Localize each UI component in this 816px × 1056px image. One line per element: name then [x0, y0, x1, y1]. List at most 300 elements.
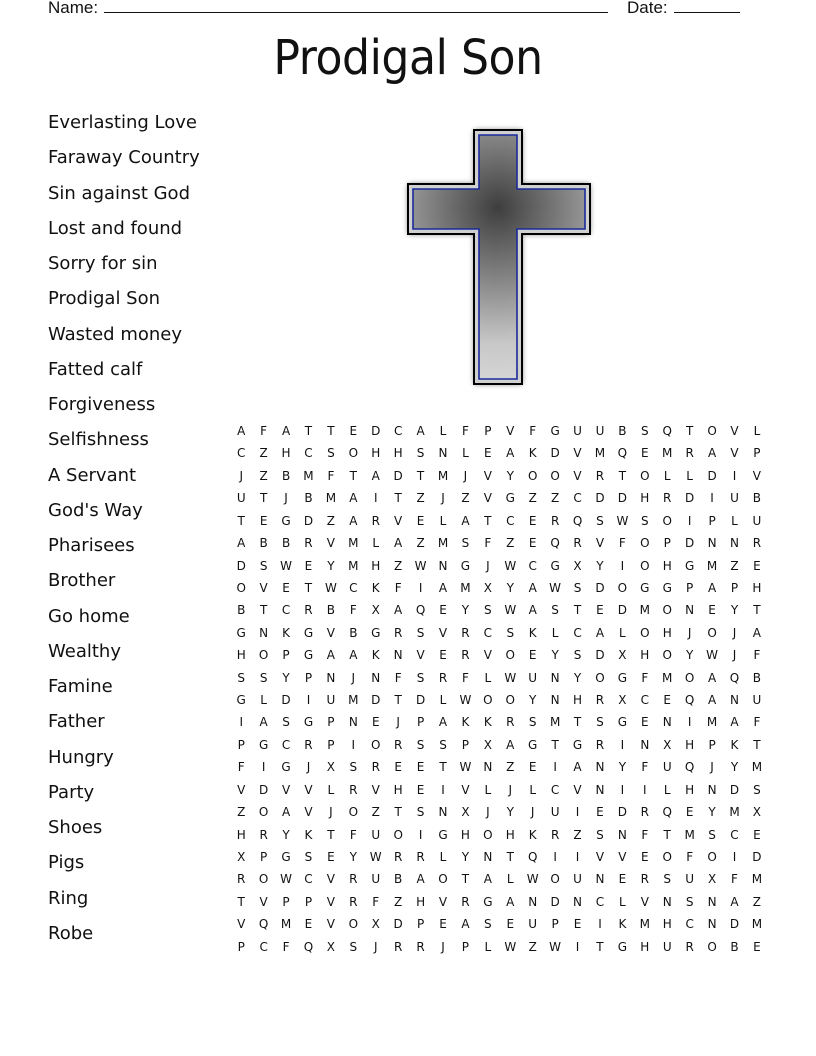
grid-letter[interactable]: E	[528, 513, 537, 528]
grid-letter[interactable]: U	[752, 693, 762, 708]
grid-letter[interactable]: T	[304, 580, 313, 595]
grid-letter[interactable]: A	[394, 536, 403, 551]
grid-letter[interactable]: K	[528, 446, 537, 461]
grid-letter[interactable]: D	[236, 558, 246, 573]
grid-letter[interactable]: T	[551, 737, 559, 752]
grid-letter[interactable]: G	[572, 737, 583, 752]
grid-letter[interactable]: O	[438, 872, 448, 887]
grid-letter[interactable]: A	[349, 491, 358, 506]
grid-letter[interactable]: E	[259, 513, 268, 528]
grid-letter[interactable]: D	[303, 513, 314, 528]
grid-letter[interactable]: L	[372, 536, 380, 551]
grid-letter[interactable]: S	[327, 446, 335, 461]
grid-letter[interactable]: O	[258, 648, 269, 663]
grid-letter[interactable]: C	[550, 782, 560, 797]
grid-letter[interactable]: C	[573, 491, 582, 506]
grid-letter[interactable]: P	[237, 737, 245, 752]
grid-letter[interactable]: O	[684, 670, 695, 685]
grid-letter[interactable]: N	[528, 894, 538, 909]
grid-letter[interactable]: O	[505, 693, 515, 708]
grid-letter[interactable]: J	[732, 625, 737, 640]
grid-letter[interactable]: T	[394, 491, 402, 506]
grid-letter[interactable]: H	[371, 558, 381, 573]
grid-letter[interactable]: E	[349, 424, 358, 438]
grid-letter[interactable]: R	[595, 693, 605, 708]
grid-letter[interactable]: V	[416, 648, 425, 663]
grid-letter[interactable]: E	[528, 760, 537, 775]
grid-letter[interactable]: G	[281, 760, 291, 775]
grid-letter[interactable]: Z	[237, 805, 246, 820]
grid-letter[interactable]: P	[416, 917, 425, 932]
grid-letter[interactable]: P	[260, 850, 268, 865]
grid-letter[interactable]: O	[595, 670, 605, 685]
grid-letter[interactable]: R	[595, 468, 605, 483]
grid-letter[interactable]: K	[461, 715, 470, 730]
grid-letter[interactable]: N	[595, 760, 605, 775]
grid-letter[interactable]: D	[393, 468, 403, 483]
grid-letter[interactable]: I	[687, 715, 692, 730]
grid-letter[interactable]: A	[506, 894, 515, 909]
grid-letter[interactable]: E	[641, 850, 649, 865]
grid-letter[interactable]: Z	[259, 446, 268, 461]
grid-letter[interactable]: H	[640, 491, 650, 506]
grid-letter[interactable]: F	[753, 715, 761, 730]
grid-letter[interactable]: V	[304, 782, 313, 797]
grid-letter[interactable]: Y	[349, 850, 357, 865]
grid-letter[interactable]: N	[595, 782, 605, 797]
grid-letter[interactable]: A	[528, 603, 537, 618]
grid-letter[interactable]: Z	[326, 513, 336, 528]
grid-letter[interactable]: L	[439, 850, 447, 865]
grid-letter[interactable]: O	[527, 468, 538, 483]
grid-letter[interactable]: X	[663, 737, 672, 752]
grid-letter[interactable]: H	[505, 827, 515, 842]
grid-letter[interactable]: B	[326, 603, 336, 618]
grid-letter[interactable]: O	[707, 424, 717, 438]
grid-letter[interactable]: M	[706, 715, 718, 730]
grid-letter[interactable]: R	[371, 513, 380, 528]
grid-letter[interactable]: M	[662, 670, 673, 685]
grid-letter[interactable]: Y	[461, 603, 470, 618]
grid-letter[interactable]: P	[708, 737, 716, 752]
grid-letter[interactable]: F	[394, 670, 402, 685]
grid-letter[interactable]: V	[326, 872, 335, 887]
grid-letter[interactable]: B	[281, 468, 291, 483]
grid-letter[interactable]: V	[640, 894, 649, 909]
grid-letter[interactable]: V	[304, 805, 313, 820]
grid-letter[interactable]: U	[528, 670, 538, 685]
grid-letter[interactable]: G	[617, 939, 628, 954]
grid-letter[interactable]: J	[710, 760, 714, 775]
grid-letter[interactable]: V	[326, 536, 335, 551]
grid-letter[interactable]: M	[437, 536, 449, 551]
grid-letter[interactable]: C	[259, 939, 268, 954]
grid-letter[interactable]: S	[282, 715, 290, 730]
grid-letter[interactable]: Y	[529, 693, 537, 708]
grid-letter[interactable]: P	[686, 580, 694, 595]
grid-letter[interactable]: B	[259, 536, 268, 551]
grid-letter[interactable]: J	[284, 491, 288, 506]
grid-letter[interactable]: H	[393, 782, 403, 797]
grid-letter[interactable]: B	[752, 670, 762, 685]
grid-letter[interactable]: A	[371, 468, 380, 483]
grid-letter[interactable]: L	[439, 693, 447, 708]
grid-letter[interactable]: Y	[327, 558, 335, 573]
grid-letter[interactable]: D	[595, 491, 605, 506]
grid-letter[interactable]: H	[573, 693, 583, 708]
grid-letter[interactable]: Z	[461, 491, 470, 506]
grid-letter[interactable]: A	[461, 917, 470, 932]
grid-letter[interactable]: N	[438, 805, 448, 820]
grid-letter[interactable]: X	[573, 558, 582, 573]
date-field[interactable]	[627, 0, 740, 18]
grid-letter[interactable]: C	[281, 737, 291, 752]
grid-letter[interactable]: M	[751, 917, 763, 932]
grid-letter[interactable]: G	[528, 737, 538, 752]
grid-letter[interactable]: G	[258, 737, 269, 752]
grid-letter[interactable]: V	[438, 894, 448, 909]
grid-letter[interactable]: S	[708, 827, 716, 842]
grid-letter[interactable]: V	[618, 850, 627, 865]
grid-letter[interactable]: K	[528, 625, 537, 640]
grid-letter[interactable]: L	[551, 625, 559, 640]
grid-letter[interactable]: G	[550, 424, 560, 438]
grid-letter[interactable]: A	[595, 625, 605, 640]
grid-letter[interactable]: O	[371, 737, 381, 752]
grid-letter[interactable]: K	[282, 625, 290, 640]
grid-letter[interactable]: N	[707, 782, 717, 797]
grid-letter[interactable]: P	[237, 939, 245, 954]
grid-letter[interactable]: Z	[752, 894, 762, 909]
grid-letter[interactable]: G	[236, 693, 246, 708]
grid-letter[interactable]: R	[304, 603, 313, 618]
grid-letter[interactable]: S	[640, 424, 649, 438]
grid-letter[interactable]: R	[640, 805, 649, 820]
grid-letter[interactable]: C	[237, 446, 246, 461]
grid-letter[interactable]: V	[573, 468, 582, 483]
grid-letter[interactable]: L	[619, 625, 626, 640]
grid-letter[interactable]: P	[304, 670, 313, 685]
grid-letter[interactable]: T	[394, 805, 402, 820]
grid-letter[interactable]: F	[237, 760, 245, 775]
grid-letter[interactable]: G	[281, 850, 291, 865]
grid-letter[interactable]: L	[484, 670, 492, 685]
grid-letter[interactable]: A	[237, 424, 246, 438]
grid-letter[interactable]: R	[461, 625, 470, 640]
grid-letter[interactable]: W	[369, 850, 382, 865]
grid-letter[interactable]: S	[596, 715, 604, 730]
grid-letter[interactable]: P	[551, 917, 559, 932]
grid-letter[interactable]: D	[729, 782, 740, 797]
grid-letter[interactable]: W	[324, 580, 337, 595]
grid-letter[interactable]: I	[620, 558, 625, 573]
grid-letter[interactable]: A	[281, 424, 291, 438]
grid-letter[interactable]: V	[573, 782, 582, 797]
grid-letter[interactable]: S	[573, 648, 582, 663]
grid-letter[interactable]: A	[506, 737, 515, 752]
grid-letter[interactable]: F	[349, 603, 357, 618]
name-blank[interactable]	[104, 0, 608, 13]
grid-letter[interactable]: T	[484, 513, 492, 528]
grid-letter[interactable]: A	[349, 513, 358, 528]
grid-letter[interactable]: R	[416, 939, 425, 954]
grid-letter[interactable]: I	[373, 491, 378, 506]
grid-letter[interactable]: O	[662, 850, 672, 865]
grid-letter[interactable]: T	[394, 693, 402, 708]
grid-letter[interactable]: E	[304, 917, 313, 932]
grid-letter[interactable]: U	[730, 491, 739, 506]
grid-letter[interactable]: R	[685, 446, 694, 461]
grid-letter[interactable]: V	[483, 468, 492, 483]
grid-letter[interactable]: Z	[528, 491, 537, 506]
grid-letter[interactable]: Q	[662, 424, 672, 438]
grid-letter[interactable]: N	[707, 894, 717, 909]
grid-letter[interactable]: W	[459, 760, 472, 775]
grid-letter[interactable]: E	[439, 648, 447, 663]
grid-letter[interactable]: V	[394, 513, 403, 528]
grid-letter[interactable]: V	[730, 446, 739, 461]
grid-letter[interactable]: K	[483, 715, 492, 730]
grid-letter[interactable]: E	[753, 558, 761, 573]
grid-letter[interactable]: E	[416, 760, 425, 775]
grid-letter[interactable]: P	[730, 580, 739, 595]
grid-letter[interactable]: A	[461, 513, 470, 528]
grid-letter[interactable]: Q	[572, 513, 583, 528]
grid-letter[interactable]: E	[618, 872, 627, 887]
grid-letter[interactable]: J	[441, 491, 445, 506]
grid-letter[interactable]: N	[348, 715, 358, 730]
grid-letter[interactable]: E	[641, 715, 649, 730]
grid-letter[interactable]: D	[617, 491, 627, 506]
grid-letter[interactable]: K	[304, 827, 313, 842]
grid-letter[interactable]: K	[618, 917, 627, 932]
grid-letter[interactable]: T	[596, 939, 604, 954]
grid-letter[interactable]: M	[594, 446, 606, 461]
grid-letter[interactable]: N	[550, 670, 560, 685]
grid-letter[interactable]: F	[753, 648, 761, 663]
grid-letter[interactable]: M	[437, 468, 449, 483]
grid-letter[interactable]: A	[730, 715, 739, 730]
grid-letter[interactable]: C	[349, 580, 358, 595]
grid-letter[interactable]: O	[483, 827, 493, 842]
grid-letter[interactable]: F	[461, 670, 469, 685]
grid-letter[interactable]: C	[393, 424, 403, 438]
grid-letter[interactable]: M	[460, 580, 471, 595]
grid-letter[interactable]: H	[460, 827, 470, 842]
grid-letter[interactable]: V	[483, 648, 492, 663]
grid-letter[interactable]: W	[504, 939, 517, 954]
grid-letter[interactable]: O	[640, 625, 650, 640]
grid-letter[interactable]: X	[461, 805, 470, 820]
grid-letter[interactable]: I	[575, 939, 580, 954]
grid-letter[interactable]: V	[573, 446, 582, 461]
grid-letter[interactable]: F	[641, 827, 649, 842]
grid-letter[interactable]: Q	[684, 760, 695, 775]
grid-letter[interactable]: N	[259, 625, 269, 640]
grid-letter[interactable]: G	[236, 625, 246, 640]
grid-letter[interactable]: O	[236, 580, 246, 595]
grid-letter[interactable]: D	[595, 648, 605, 663]
grid-letter[interactable]: Z	[730, 558, 739, 573]
grid-letter[interactable]: P	[416, 715, 425, 730]
grid-letter[interactable]: S	[551, 603, 559, 618]
grid-letter[interactable]: J	[396, 715, 400, 730]
grid-letter[interactable]: G	[662, 580, 672, 595]
grid-letter[interactable]: R	[685, 939, 694, 954]
grid-letter[interactable]: Z	[394, 894, 403, 909]
grid-letter[interactable]: I	[261, 760, 266, 775]
grid-letter[interactable]: X	[237, 850, 246, 865]
grid-letter[interactable]: X	[752, 805, 762, 820]
grid-letter[interactable]: T	[618, 468, 627, 483]
grid-letter[interactable]: L	[529, 782, 537, 797]
grid-letter[interactable]: N	[550, 693, 560, 708]
grid-letter[interactable]: C	[685, 917, 694, 932]
grid-letter[interactable]: Y	[708, 805, 716, 820]
grid-letter[interactable]: M	[751, 760, 763, 775]
grid-letter[interactable]: V	[326, 917, 335, 932]
grid-letter[interactable]: Y	[282, 670, 290, 685]
grid-letter[interactable]: I	[351, 737, 356, 752]
grid-letter[interactable]: M	[684, 827, 695, 842]
grid-letter[interactable]: S	[237, 670, 246, 685]
grid-letter[interactable]: H	[662, 558, 672, 573]
grid-letter[interactable]: C	[304, 446, 313, 461]
grid-letter[interactable]: R	[349, 782, 358, 797]
grid-letter[interactable]: T	[753, 737, 761, 752]
grid-letter[interactable]: O	[483, 693, 493, 708]
grid-letter[interactable]: P	[708, 513, 716, 528]
grid-letter[interactable]: L	[663, 468, 671, 483]
grid-letter[interactable]: U	[752, 513, 762, 528]
grid-letter[interactable]: R	[349, 872, 358, 887]
grid-letter[interactable]: N	[685, 603, 695, 618]
grid-letter[interactable]: H	[752, 580, 762, 595]
grid-letter[interactable]: H	[236, 648, 246, 663]
grid-letter[interactable]: Y	[461, 850, 470, 865]
grid-letter[interactable]: Y	[618, 760, 627, 775]
grid-letter[interactable]: G	[640, 580, 650, 595]
grid-letter[interactable]: Q	[303, 939, 314, 954]
grid-letter[interactable]: R	[461, 894, 470, 909]
grid-letter[interactable]: R	[393, 737, 403, 752]
grid-letter[interactable]: H	[640, 648, 650, 663]
grid-letter[interactable]: I	[575, 805, 580, 820]
grid-letter[interactable]: W	[414, 558, 427, 573]
grid-letter[interactable]: J	[687, 625, 692, 640]
grid-letter[interactable]: F	[349, 827, 357, 842]
grid-letter[interactable]: V	[281, 782, 291, 797]
grid-letter[interactable]: I	[553, 760, 557, 775]
grid-letter[interactable]: L	[260, 693, 267, 708]
grid-letter[interactable]: R	[550, 513, 560, 528]
grid-letter[interactable]: O	[393, 827, 403, 842]
grid-letter[interactable]: G	[505, 491, 515, 506]
grid-letter[interactable]: X	[483, 580, 492, 595]
grid-letter[interactable]: L	[753, 424, 761, 438]
grid-letter[interactable]: U	[685, 872, 695, 887]
grid-letter[interactable]: J	[239, 468, 243, 483]
grid-letter[interactable]: A	[438, 715, 448, 730]
grid-letter[interactable]: L	[663, 782, 671, 797]
grid-letter[interactable]: S	[461, 536, 470, 551]
grid-letter[interactable]: G	[617, 715, 628, 730]
grid-letter[interactable]: O	[505, 648, 515, 663]
grid-letter[interactable]: S	[416, 625, 425, 640]
grid-letter[interactable]: Q	[662, 805, 672, 820]
grid-letter[interactable]: N	[707, 536, 717, 551]
grid-letter[interactable]: W	[616, 513, 629, 528]
grid-letter[interactable]: H	[371, 446, 381, 461]
grid-letter[interactable]: A	[707, 446, 717, 461]
grid-letter[interactable]: L	[686, 468, 693, 483]
grid-letter[interactable]: E	[685, 805, 694, 820]
grid-letter[interactable]: Y	[730, 760, 739, 775]
grid-letter[interactable]: M	[348, 558, 359, 573]
grid-letter[interactable]: C	[483, 625, 493, 640]
grid-letter[interactable]: Y	[730, 603, 739, 618]
grid-letter[interactable]: O	[640, 536, 650, 551]
grid-letter[interactable]: N	[730, 693, 739, 708]
grid-letter[interactable]: G	[438, 827, 448, 842]
grid-letter[interactable]: H	[416, 894, 426, 909]
grid-letter[interactable]: J	[441, 939, 445, 954]
grid-letter[interactable]: P	[327, 715, 335, 730]
grid-letter[interactable]: F	[731, 872, 738, 887]
grid-letter[interactable]: W	[504, 670, 517, 685]
grid-letter[interactable]: L	[327, 782, 335, 797]
grid-letter[interactable]: V	[483, 491, 492, 506]
grid-letter[interactable]: Y	[685, 648, 694, 663]
grid-letter[interactable]: J	[732, 648, 737, 663]
grid-letter[interactable]: I	[553, 850, 557, 865]
grid-letter[interactable]: E	[416, 782, 425, 797]
grid-letter[interactable]: S	[416, 670, 425, 685]
grid-letter[interactable]: R	[393, 939, 403, 954]
grid-letter[interactable]: W	[280, 872, 292, 887]
grid-letter[interactable]: G	[371, 625, 381, 640]
grid-letter[interactable]: O	[640, 468, 650, 483]
grid-letter[interactable]: Z	[506, 760, 515, 775]
grid-letter[interactable]: A	[752, 625, 762, 640]
grid-letter[interactable]: E	[439, 603, 447, 618]
grid-letter[interactable]: D	[729, 917, 740, 932]
grid-letter[interactable]: E	[528, 536, 537, 551]
grid-letter[interactable]: U	[528, 917, 538, 932]
grid-letter[interactable]: S	[753, 782, 761, 797]
grid-letter[interactable]: S	[349, 760, 358, 775]
grid-letter[interactable]: H	[685, 737, 695, 752]
grid-letter[interactable]: L	[484, 782, 492, 797]
grid-letter[interactable]: M	[751, 872, 763, 887]
grid-letter[interactable]: J	[306, 760, 311, 775]
grid-letter[interactable]: W	[280, 558, 292, 573]
grid-letter[interactable]: F	[484, 536, 492, 551]
grid-letter[interactable]: D	[685, 536, 695, 551]
grid-letter[interactable]: X	[371, 917, 380, 932]
grid-letter[interactable]: T	[685, 424, 694, 438]
grid-letter[interactable]: N	[326, 670, 336, 685]
grid-letter[interactable]: I	[620, 737, 625, 752]
grid-letter[interactable]: P	[282, 648, 290, 663]
grid-letter[interactable]: Z	[259, 468, 268, 483]
grid-letter[interactable]: N	[483, 760, 493, 775]
grid-letter[interactable]: W	[504, 603, 517, 618]
grid-letter[interactable]: W	[526, 872, 539, 887]
grid-letter[interactable]: A	[237, 536, 246, 551]
grid-letter[interactable]: S	[685, 894, 694, 909]
grid-letter[interactable]: H	[281, 446, 291, 461]
